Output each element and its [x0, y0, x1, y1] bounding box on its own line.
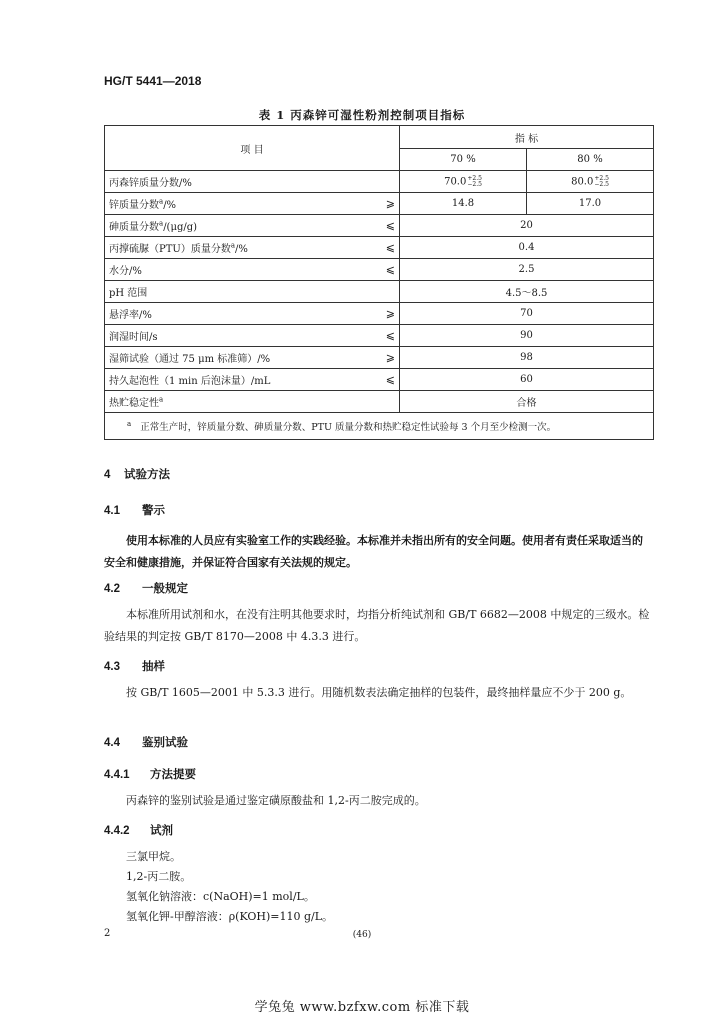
section-4-2-heading: 4.2 一般规定 [104, 583, 188, 595]
section-4-1-heading: 4.1 警示 [104, 505, 165, 517]
row-value: 4.5～8.5 [400, 281, 654, 303]
section-4-2-text: 本标准所用试剂和水，在没有注明其他要求时，均指分析纯试剂和 GB/T 6682—2008 中规定的三级水。检验结果的判定按 GB/T 8170—2008 中 4.3.3 进行。 [104, 608, 650, 643]
table-footnote: $^a$ 正常生产时，锌质量分数、砷质量分数、PTU 质量分数和热贮稳定性试验每 3 个月至少检测一次。 [105, 413, 654, 440]
spec-table [104, 125, 654, 440]
section-4-3-text: 按 GB/T 1605—2001 中 5.3.3 进行。用随机数表法确定抽样的包装件，最终抽样量应不少于 200 g。 [126, 686, 632, 699]
table-title: 表 1 丙森锌可湿性粉剂控制项目指标 [258, 108, 466, 122]
row-value: 20 [400, 215, 654, 237]
row-item: 丙森锌质量分数/% [105, 171, 370, 193]
standard-code: HG/T 5441—2018 [104, 74, 202, 88]
row-value: 2.5 [400, 259, 654, 281]
row-symbol: ⩾ [369, 193, 400, 215]
row-item: 湿筛试验（通过 75 μm 标准筛）/% [105, 347, 370, 369]
reagent-item: 1,2-丙二胺。 [126, 870, 192, 883]
row-item: 水分/% [105, 259, 370, 281]
row-symbol: ⩾ [369, 347, 400, 369]
row-value-70: 70.0+2.5 −2.5 [400, 171, 527, 193]
section-4-4-heading: 4.4 鉴别试验 [104, 737, 188, 749]
row-item: pH 范围 [105, 281, 370, 303]
row-item: 锌质量分数$^a$/% [105, 193, 370, 215]
section-4-3-heading: 4.3 抽样 [104, 661, 165, 673]
table-row [105, 259, 654, 281]
table-row [105, 369, 654, 391]
reagent-item: 三氯甲烷。 [126, 850, 181, 863]
section-4-1-text: 使用本标准的人员应有实验室工作的实践经验。本标准并未指出所有的安全问题。使用者有责任采取适当的安全和健康措施，并保证符合国家有关法规的规定。 [104, 535, 643, 569]
row-item: 悬浮率/% [105, 303, 370, 325]
table-row [105, 391, 654, 413]
col-header-80: 80 % [527, 149, 654, 171]
reagent-item: 氢氧化钠溶液：c(NaOH)=1 mol/L。 [126, 890, 315, 903]
row-symbol: ⩽ [369, 325, 400, 347]
row-value: 98 [400, 347, 654, 369]
watermark-text: 学兔兔 www.bzfxw.com 标准下载 [254, 1000, 470, 1015]
col-header-index: 指 标 [400, 126, 654, 149]
row-symbol: ⩽ [369, 369, 400, 391]
row-value: 合格 [400, 391, 654, 413]
table-row [105, 325, 654, 347]
col-header-item: 项 目 [105, 126, 400, 171]
col-header-70: 70 % [400, 149, 527, 171]
row-symbol: ⩽ [369, 237, 400, 259]
section-4-heading: 4 试验方法 [104, 469, 170, 481]
row-symbol: ⩽ [369, 259, 400, 281]
row-value: 90 [400, 325, 654, 347]
table-row [105, 171, 654, 193]
row-symbol [369, 391, 400, 413]
row-item: 持久起泡性（1 min 后泡沫量）/mL [105, 369, 370, 391]
row-value-80: 17.0 [527, 193, 654, 215]
page-reference: (46) [352, 930, 372, 940]
page-number: 2 [104, 928, 111, 939]
table-row [105, 347, 654, 369]
table-row [105, 215, 654, 237]
section-4-4-1-heading: 4.4.1 方法提要 [104, 769, 196, 781]
row-value-80: 80.0+2.5 −2.5 [527, 171, 654, 193]
table-row [105, 281, 654, 303]
row-item: 砷质量分数$^a$/(μg/g) [105, 215, 370, 237]
reagent-item: 氢氧化钾-甲醇溶液：ρ(KOH)=110 g/L。 [126, 910, 334, 923]
row-item: 润湿时间/s [105, 325, 370, 347]
row-item: 热贮稳定性$^a$ [105, 391, 370, 413]
section-4-4-2-heading: 4.4.2 试剂 [104, 825, 173, 837]
row-value-70: 14.8 [400, 193, 527, 215]
row-value: 0.4 [400, 237, 654, 259]
table-row [105, 303, 654, 325]
section-4-4-1-text: 丙森锌的鉴别试验是通过鉴定磺原酸盐和 1,2-丙二胺完成的。 [126, 794, 426, 807]
row-symbol [369, 281, 400, 303]
table-row [105, 193, 654, 215]
row-symbol: ⩾ [369, 303, 400, 325]
row-value: 70 [400, 303, 654, 325]
row-symbol [369, 171, 400, 193]
table-row [105, 237, 654, 259]
footnote-mark: a [127, 419, 132, 428]
row-item: 丙撑硫脲（PTU）质量分数$^a$/% [105, 237, 370, 259]
row-value: 60 [400, 369, 654, 391]
row-symbol: ⩽ [369, 215, 400, 237]
